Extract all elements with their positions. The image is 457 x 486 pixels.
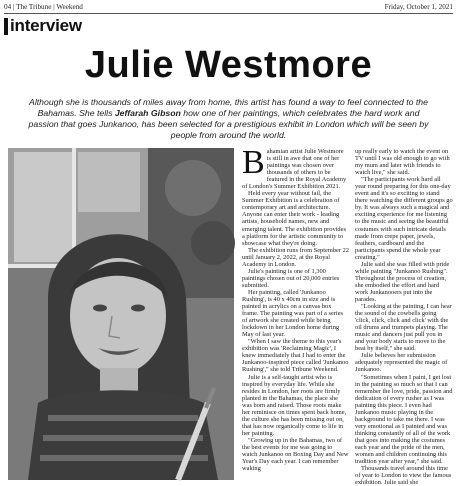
section-label: interview xyxy=(10,16,82,35)
article-paragraph: up really early to watch the event on TV until I was old enough to go with my mum and later with friends to watch live," she said. xyxy=(355,148,450,177)
article-paragraph: "Sometimes when I paint, I get lost in the painting so much so that I can remember the love, pride, passion and dedication of every rusher as I was painting this piece. I even had Junkanoo music playing in the background to take me there. I was very emotional as I painted and was thinking constantly of all of the work that goes into making the costumes each year and the pride of the men, women and children continuing this tradition year after year," she said. xyxy=(355,373,453,466)
article-paragraph: Her painting, called 'Junkanoo Rushing', is 40 x 40cm in size and is painted in acrylics on a canvas box frame. The painting was part of a series of artwork she created while being lockdown in her London home during May of last year. xyxy=(242,288,344,339)
article-paragraph: Julie believes her submission adequately represented the magic of Junkanoo. xyxy=(355,352,448,374)
standfirst-part2: how one of her paintings, which celebrates the hard work and passion that goes Junkanoo, has been selected for a prestigious exhibit in London which will be seen by people from around the world. xyxy=(28,108,429,140)
standfirst xyxy=(26,97,431,141)
standfirst-author: Jeffarah Gibson xyxy=(114,108,181,118)
masthead-rule xyxy=(4,13,453,14)
headline: Julie Westmore xyxy=(84,44,373,86)
article-column-1 xyxy=(242,144,349,473)
article-paragraph: "The participants work hard all year round preparing for this one-day event and it's so exciting to stand there watching the different groups go by. It was always such a magical and exciting experience for me listening to the music and seeing the beautiful costumes with such intricate details made from crepe paper, jewels, feathers, cardboard and the participants spend the whole year creating." xyxy=(355,176,453,261)
standfirst-part1: Although she is thousands of miles away from home, this artist has found a way to feel connected to the Bahamas. She tells xyxy=(29,97,428,118)
article-paragraph: "When I saw the theme to this year's exhibition was 'Reclaiming Magic', I knew immediately that I had to enter the Junkanoo-inspired piece called 'Junkanoo Rushing'," she told Tribune Weekend. xyxy=(242,338,349,374)
portrait-illustration xyxy=(8,148,234,480)
article-paragraph: The exhibition runs from September 22 until January 2, 2022, at the Royal Academy in London. xyxy=(242,246,349,268)
article-paragraph: Julie's painting is one of 1,300 paintings chosen out of 20,000 entries submitted. xyxy=(242,267,340,289)
section-header xyxy=(4,16,82,36)
article-paragraph: Julie is a self-taught artist who is inspired by everyday life. While she resides in London, her roots are firmly planted in the Bahamas, the place she was born and raised. Those roots make her reminisce on times spent back home, the culture she has been missing out on, that has now organically come to life in her painting. xyxy=(242,373,347,437)
masthead-date: Friday, October 1, 2021 xyxy=(384,3,453,11)
section-marker xyxy=(4,18,8,35)
article-paragraph: "Growing up in the Bahamas, two of the best events for me was going to watch Junkanoo on Boxing Day and New Year's Day each year. I can remember waking xyxy=(242,436,349,473)
article-paragraph: Julie said she was filled with pride while painting "Junkanoo Rushing". Throughout the process of creation, she embodied the effort and hard work Junkanooers put into the parades. xyxy=(355,260,450,303)
article-paragraph: Thousands travel around this time of year to London to view the famous exhibition. Julie said she xyxy=(355,465,452,486)
portrait-photo xyxy=(8,148,234,480)
article-column-2 xyxy=(355,148,453,486)
article-paragraph: Held every year without fail, the Summer Exhibition is a celebration of contemporary art and architecture. Anyone can enter their work - leading artists, household names, new and emerging talent. The exhibition provides a platform for the artistic community to showcase what they're doing. xyxy=(242,190,346,247)
article-paragraph: ahamian artist Julie Westmore is still in awe that one of her paintings was chosen over thousands of others to be featured in the Royal Academy of London's Summer Exhibition 2021. xyxy=(242,148,347,191)
dropcap: B xyxy=(242,144,265,181)
masthead-left: 04 | The Tribune | Weekend xyxy=(4,3,83,11)
masthead xyxy=(4,2,453,13)
article-paragraph: "Looking at the painting, I can hear the sound of the cowbells going 'click, click, click and click' with the oil drums and trumpets playing. The music and dancers just pull you in and your body starts to move to the beat by itself," she said. xyxy=(355,303,452,353)
